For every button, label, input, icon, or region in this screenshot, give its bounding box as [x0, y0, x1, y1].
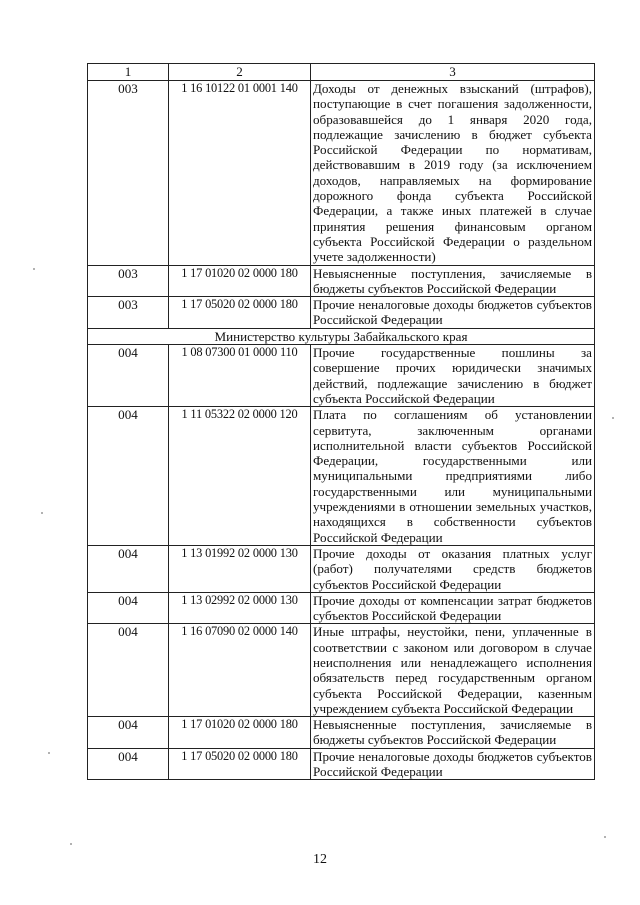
table-row: [88, 345, 595, 407]
revenue-code-cell: 1 17 05020 02 0000 180: [169, 748, 311, 780]
revenue-code-cell: 1 11 05322 02 0000 120: [169, 407, 311, 546]
revenue-description-cell: Прочие государственные пошлины за совершение прочих юридически значимых действий, подлежащие зачислению в бюджет субъекта Российской Федерации: [311, 345, 595, 407]
column-header-1: 1: [88, 64, 169, 81]
revenue-description-cell: Невыясненные поступления, зачисляемые в бюджеты субъектов Российской Федерации: [311, 265, 595, 297]
table-row: [88, 297, 595, 329]
table-row: [88, 407, 595, 546]
admin-code-cell: 004: [88, 592, 169, 624]
admin-code-cell: 004: [88, 624, 169, 717]
table-row: [88, 748, 595, 780]
revenue-description-cell: Доходы от денежных взысканий (штрафов), поступающие в счет погашения задолженности, образовавшейся до 1 января 2020 года, подлежащие зачислению в бюджет субъекта Российской Федерации по нормативам, действовавшим в 2019 году (за исключением доходов, направляемых на формирование дорожного фонда субъекта Российской Федерации, а также иных платежей в случае принятия решения финансовым органом субъекта Российской Федерации о раздельном учете задолженности): [311, 81, 595, 266]
table-row: [88, 265, 595, 297]
scan-speck: [612, 417, 614, 419]
revenue-description-cell: Иные штрафы, неустойки, пени, уплаченные в соответствии с законом или договором в случае неисполнения или ненадлежащего исполнения обязательств перед государственным органом субъекта Российской Федерации, казенным учреждением субъекта Российской Федерации: [311, 624, 595, 717]
revenue-code-cell: 1 08 07300 01 0000 110: [169, 345, 311, 407]
revenue-description-cell: Прочие неналоговые доходы бюджетов субъектов Российской Федерации: [311, 297, 595, 329]
page-number: 12: [313, 852, 327, 867]
revenue-code-cell: 1 17 01020 02 0000 180: [169, 265, 311, 297]
section-title: Министерство культуры Забайкальского края: [88, 328, 595, 344]
admin-code-cell: 004: [88, 407, 169, 546]
table-row: [88, 81, 595, 266]
table-row: [88, 545, 595, 592]
admin-code-cell: 003: [88, 265, 169, 297]
revenue-code-cell: 1 13 02992 02 0000 130: [169, 592, 311, 624]
revenue-description-cell: Прочие доходы от компенсации затрат бюджетов субъектов Российской Федерации: [311, 592, 595, 624]
revenue-code-cell: 1 16 07090 02 0000 140: [169, 624, 311, 717]
revenue-codes-table: [87, 63, 595, 780]
admin-code-cell: 004: [88, 545, 169, 592]
revenue-code-cell: 1 16 10122 01 0001 140: [169, 81, 311, 266]
admin-code-cell: 004: [88, 345, 169, 407]
scan-speck: [41, 512, 43, 514]
admin-code-cell: 004: [88, 748, 169, 780]
revenue-code-cell: 1 17 05020 02 0000 180: [169, 297, 311, 329]
revenue-code-cell: 1 17 01020 02 0000 180: [169, 717, 311, 749]
scan-speck: [70, 843, 72, 845]
admin-code-cell: 003: [88, 81, 169, 266]
revenue-description-cell: Плата по соглашениям об установлении сервитута, заключенным органами исполнительной власти субъектов Российской Федерации, государственными или муниципальными предприятиями либо государственными или муниципальными учреждениями в отношении земельных участков, находящихся в собственности субъектов Российской Федерации: [311, 407, 595, 546]
table-row: [88, 624, 595, 717]
column-header-3: 3: [311, 64, 595, 81]
revenue-code-cell: 1 13 01992 02 0000 130: [169, 545, 311, 592]
admin-code-cell: 003: [88, 297, 169, 329]
revenue-description-cell: Прочие неналоговые доходы бюджетов субъектов Российской Федерации: [311, 748, 595, 780]
table-row: [88, 592, 595, 624]
revenue-description-cell: Прочие доходы от оказания платных услуг (работ) получателями средств бюджетов субъектов Российской Федерации: [311, 545, 595, 592]
column-header-2: 2: [169, 64, 311, 81]
revenue-description-cell: Невыясненные поступления, зачисляемые в бюджеты субъектов Российской Федерации: [311, 717, 595, 749]
scan-speck: [604, 836, 606, 838]
scan-speck: [33, 268, 35, 270]
section-row: [88, 328, 595, 344]
table-row: [88, 717, 595, 749]
scan-speck: [48, 752, 50, 754]
table-header-row: [88, 64, 595, 81]
admin-code-cell: 004: [88, 717, 169, 749]
